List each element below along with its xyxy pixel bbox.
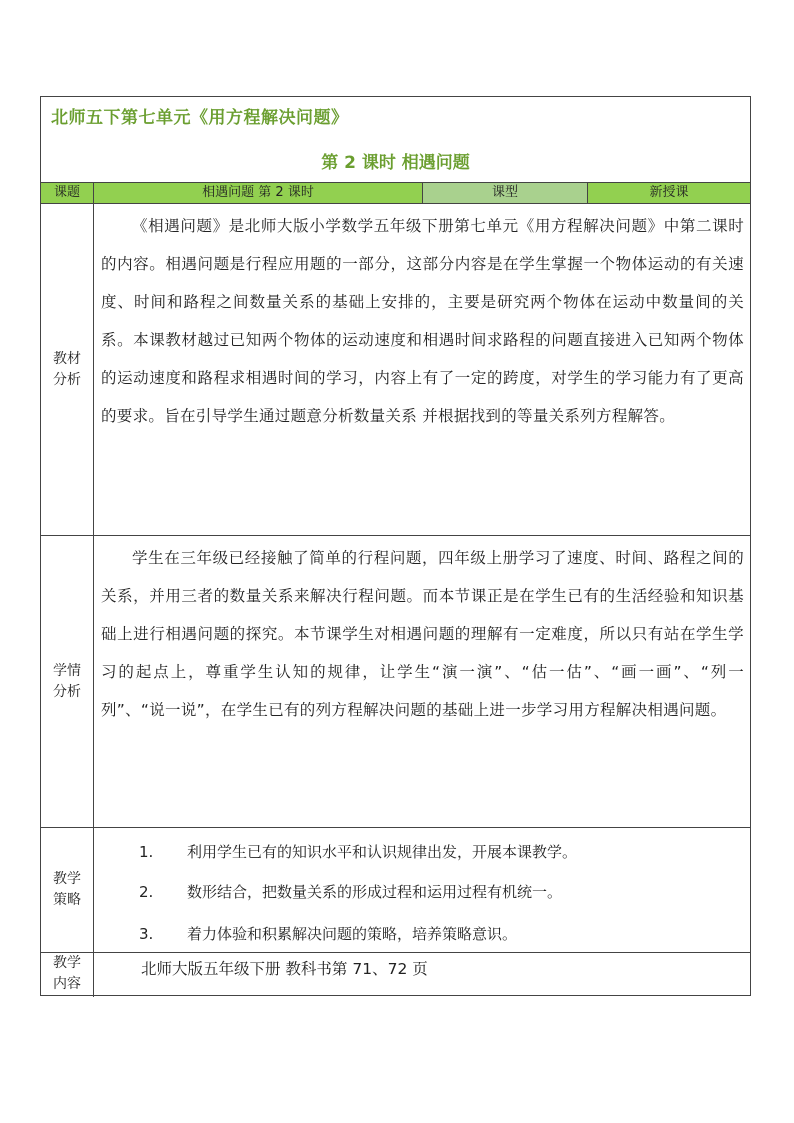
document-title: 北师五下第七单元《用方程解决问题》 [51,108,349,128]
divider [41,203,750,204]
type-label-cell [423,183,587,203]
divider [587,182,588,204]
divider [93,203,94,997]
document-subtitle: 第 2 课时 相遇问题 [321,153,470,173]
textbook-analysis-text: 《相遇问题》是北师大版小学数学五年级下册第七单元《用方程解决问题》中第二课时的内容。相遇问题是行程应用题的一部分，这部分内容是在学生掌握一个物体运动的有关速度、时间和路程之间数量关系的基础上安排的，主要是研究两个物体在运动中数量间的关系。本课教材越过已知两个物体的运动速度和相遇时间求路程的问题直接进入已知两个物体的运动速度和路程求相遇时间的学习，内容上有了一定的跨度，对学生的学习能力有了更高的要求。旨在引导学生通过题意分析数量关系 并根据找到的等量关系列方程解答。 [101,217,744,425]
divider [93,182,94,204]
type-value: 新授课 [649,185,689,200]
teaching-content-label: 教学内容 [53,955,81,992]
teaching-strategy-label: 教学策略 [53,871,81,908]
course-value-cell [94,183,422,203]
teaching-content-text: 北师大版五年级下册 教科书第 71、72 页 [141,960,428,978]
strategy-item: 1. 利用学生已有的知识水平和认识规律出发，开展本课教学。 [139,843,578,861]
student-analysis-label: 学情分析 [53,662,81,700]
divider [41,535,750,536]
course-label-cell [41,183,93,203]
type-label: 课型 [491,185,518,200]
course-label: 课题 [53,185,80,200]
textbook-analysis-label: 教材分析 [53,350,81,388]
divider [41,952,750,953]
divider [422,182,423,204]
lesson-plan-table [40,96,751,996]
divider [41,827,750,828]
student-analysis-text: 学生在三年级已经接触了简单的行程问题，四年级上册学习了速度、时间、路程之间的关系，并用三者的数量关系来解决行程问题。而本节课正是在学生已有的生活经验和知识基础上进行相遇问题的探究。本节课学生对相遇问题的理解有一定难度，所以只有站在学生学习的起点上，尊重学生认知的规律，让学生“演一演”、“估一估”、“画一画”、“列一列”、“说一说”，在学生已有的列方程解决问题的基础上进一步学习用方程解决相遇问题。 [101,549,744,719]
strategy-item: 3. 着力体验和积累解决问题的策略，培养策略意识。 [139,925,518,943]
course-value: 相遇问题 第 2 课时 [202,185,314,200]
type-value-cell [588,183,750,203]
strategy-item: 2. 数形结合，把数量关系的形成过程和运用过程有机统一。 [139,883,563,901]
